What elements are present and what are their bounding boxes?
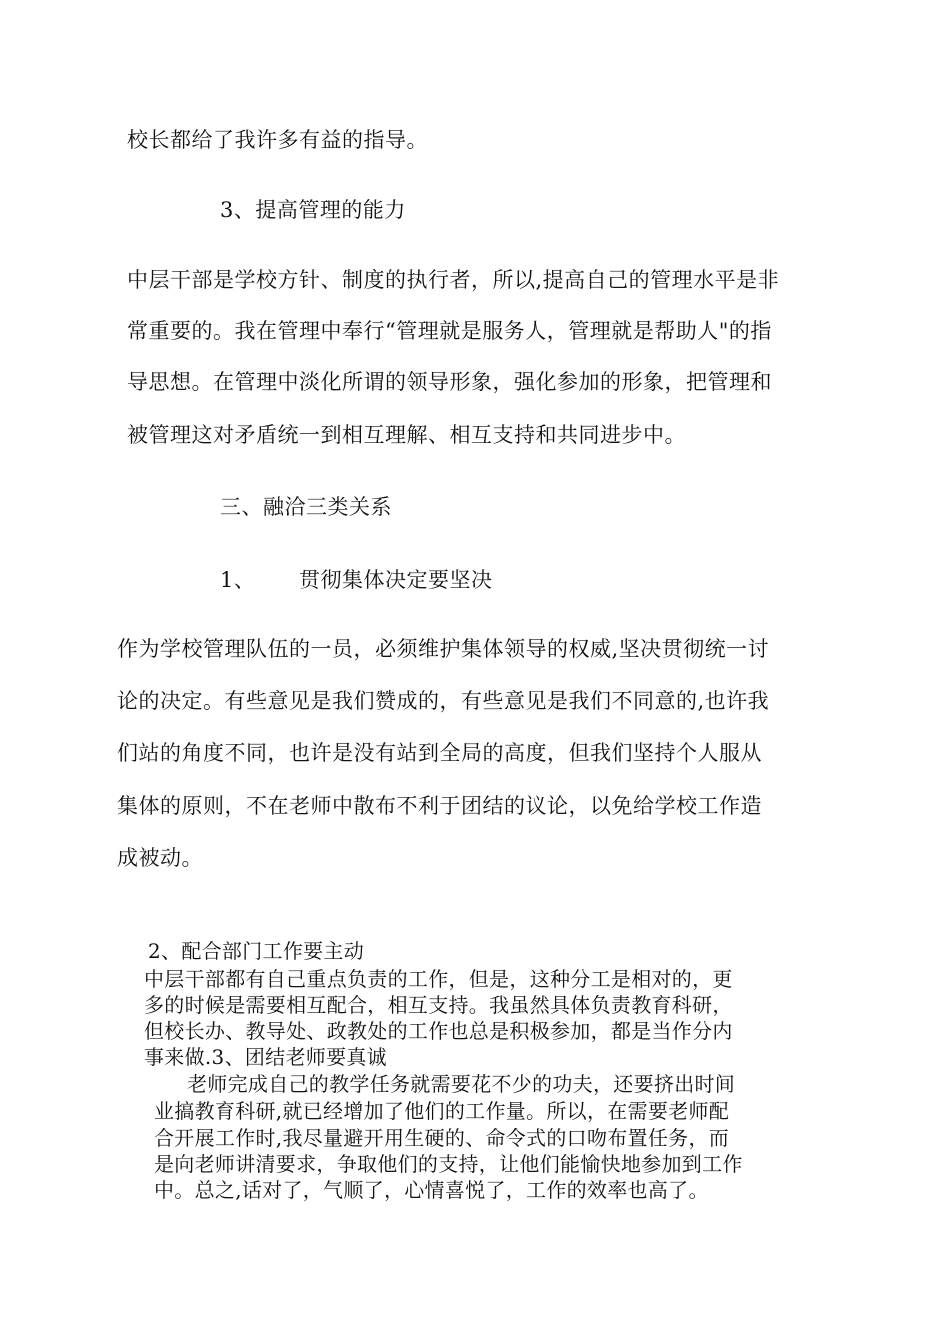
paragraph-line: 集体的原则，不在老师中散布不利于团结的议论，以免给学校工作造 — [117, 794, 762, 818]
paragraph-line: 们站的角度不同，也许是没有站到全局的高度，但我们坚持个人服从 — [117, 741, 762, 765]
paragraph-line: 论的决定。有些意见是我们赞成的，有些意见是我们不同意的,也许我 — [117, 689, 770, 713]
paragraph-line: 作为学校管理队伍的一员，必须维护集体领导的权威,坚决贯彻统一讨 — [117, 637, 770, 661]
paragraph-line: 老师完成自己的教学任务就需要花不少的功夫，还要挤出时间 — [187, 1072, 736, 1096]
paragraph-line: 成被动。 — [117, 846, 203, 870]
heading-section-three: 三、融洽三类关系 — [220, 495, 392, 519]
paragraph-line: 是向老师讲清要求，争取他们的支持，让他们能愉快地参加到工作 — [154, 1152, 743, 1176]
paragraph-line: 常重要的。我在管理中奉行“管理就是服务人，管理就是帮助人"的指 — [127, 319, 772, 343]
heading-1-number: 1、 — [220, 568, 256, 592]
continuation-line: 校长都给了我许多有益的指导。 — [127, 128, 428, 152]
heading-cooperate-departments: 2、配合部门工作要主动 — [148, 939, 365, 963]
paragraph-line: 合开展工作时,我尽量避开用生硬的、命令式的口吻布置任务，而 — [154, 1126, 730, 1150]
paragraph-line: 中。总之,话对了，气顺了，心情喜悦了，工作的效率也高了。 — [154, 1178, 709, 1202]
paragraph-line: 但校长办、教导处、政教处的工作也总是积极参加，都是当作分内 — [144, 1019, 733, 1043]
paragraph-line: 导思想。在管理中淡化所谓的领导形象，强化参加的形象，把管理和 — [127, 370, 772, 394]
paragraph-line: 多的时候是需要相互配合，相互支持。我虽然具体负责教育科研， — [144, 993, 733, 1017]
paragraph-line: 被管理这对矛盾统一到相互理解、相互支持和共同进步中。 — [127, 423, 686, 447]
paragraph-line: 事来做.3、团结老师要真诚 — [144, 1045, 387, 1069]
paragraph-line: 中层干部都有自己重点负责的工作，但是，这种分工是相对的，更 — [144, 967, 733, 991]
heading-improve-management: 3、提高管理的能力 — [220, 198, 406, 222]
heading-collective-decision: 贯彻集体决定要坚决 — [299, 568, 493, 592]
paragraph-line: 业搞教育科研,就已经增加了他们的工作量。所以，在需要老师配 — [154, 1099, 730, 1123]
paragraph-line: 中层干部是学校方针、制度的执行者，所以,提高自己的管理水平是非 — [127, 268, 780, 292]
